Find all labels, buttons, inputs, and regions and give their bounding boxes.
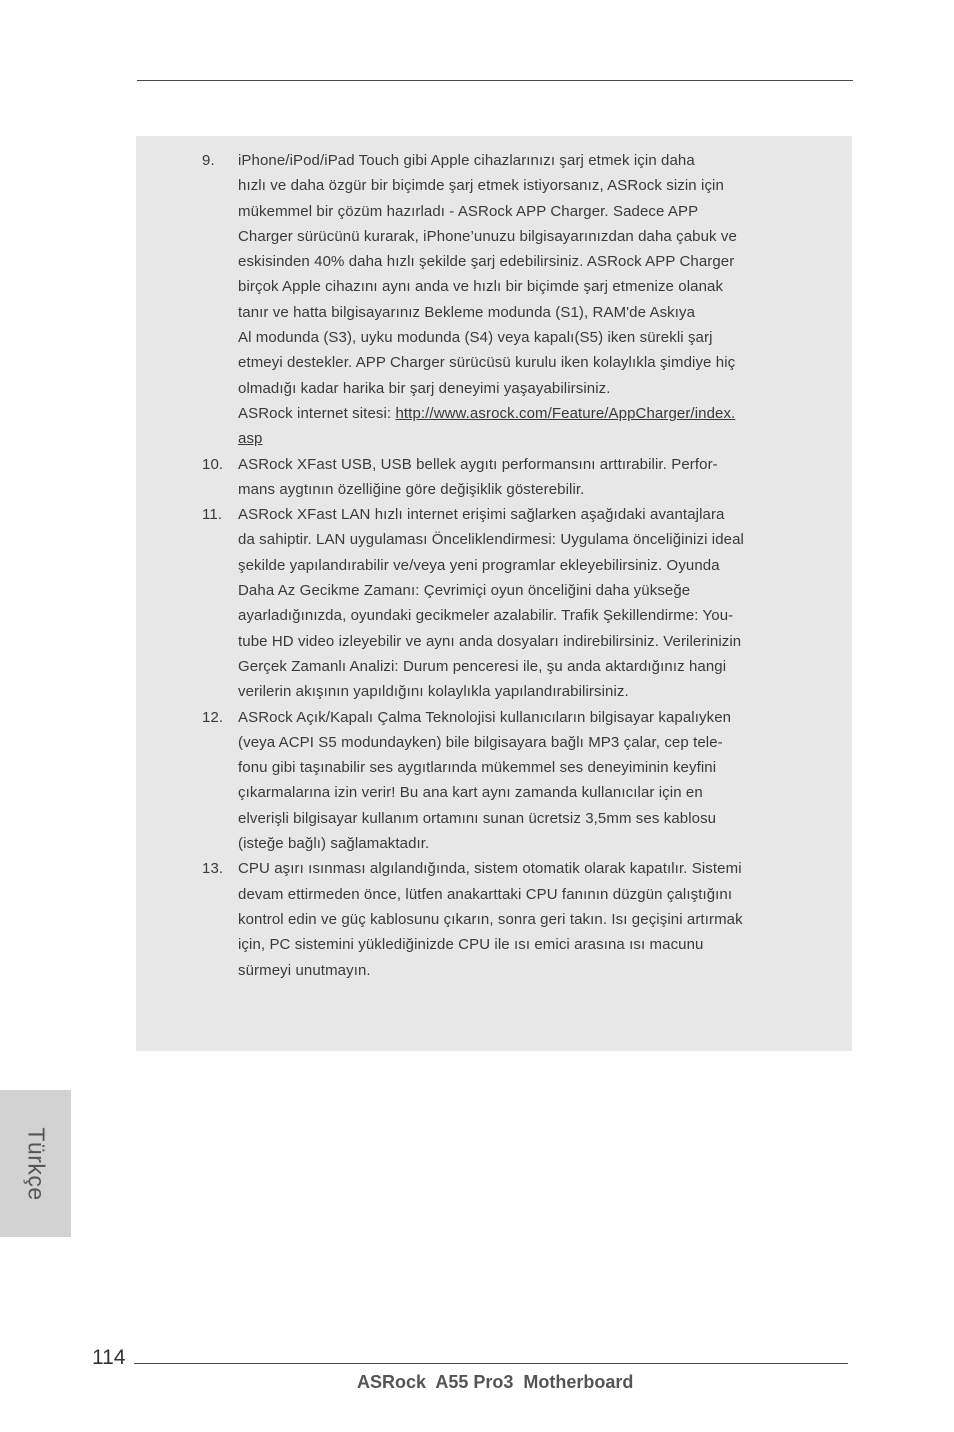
text-line: sürmeyi unutmayın. bbox=[238, 961, 371, 979]
text-line: (veya ACPI S5 modundayken) bile bilgisayara bağlı MP3 çalar, cep tele- bbox=[238, 733, 723, 751]
text-line: Charger sürücünü kurarak, iPhone’unuzu bilgisayarınızdan daha çabuk ve bbox=[238, 227, 737, 245]
text-line: Gerçek Zamanlı Analizi: Durum penceresi ile, şu anda aktardığınız hangi bbox=[238, 657, 727, 675]
text-line: tanır ve hatta bilgisayarınız Bekleme modunda (S1), RAM'de Askıya bbox=[238, 303, 696, 321]
text-line: CPU aşırı ısınması algılandığında, sistem otomatik olarak kapatılır. Sistemi bbox=[238, 860, 742, 878]
list-item-10 bbox=[202, 452, 802, 503]
text-line: ASRock Açık/Kapalı Çalma Teknolojisi kullanıcıların bilgisayar kapalıyken bbox=[238, 708, 732, 726]
item-text bbox=[238, 452, 802, 503]
item-number: 13. bbox=[202, 860, 224, 878]
text-line: için, PC sistemini yüklediğinizde CPU ile ısı emici arasına ısı macunu bbox=[238, 936, 704, 954]
text-line: elverişli bilgisayar kullanım ortamını sunan ücretsiz 3,5mm ses kablosu bbox=[238, 809, 717, 827]
content-panel bbox=[136, 136, 852, 1051]
text-line: çıkarmalarına izin verir! Bu ana kart aynı zamanda kullanıcılar için en bbox=[238, 784, 703, 802]
language-tab bbox=[0, 1090, 71, 1237]
text-line: kontrol edin ve güç kablosunu çıkarın, sonra geri takın. Isı geçişini artırmak bbox=[238, 910, 743, 928]
website-label: ASRock internet sitesi: bbox=[238, 404, 396, 422]
feature-list bbox=[202, 148, 802, 983]
item-number: 12. bbox=[202, 708, 224, 726]
text-line: iPhone/iPod/iPad Touch gibi Apple cihazlarınızı şarj etmek için daha bbox=[238, 152, 695, 169]
item-text bbox=[238, 705, 802, 857]
language-label: Türkçe bbox=[23, 1126, 49, 1201]
text-line: fonu gibi taşınabilir ses aygıtlarında mükemmel ses deneyiminin keyfini bbox=[238, 759, 717, 777]
text-line: ASRock XFast USB, USB bellek aygıtı performansını arttırabilir. Perfor- bbox=[238, 455, 718, 473]
text-line: verilerin akışının yapıldığını kolaylıkla yapılandırabilirsiniz. bbox=[238, 683, 629, 701]
item-number: 11. bbox=[202, 506, 223, 524]
text-line: birçok Apple cihazını aynı anda ve hızlı bir biçimde şarj etmenize olanak bbox=[238, 278, 724, 296]
item-number: 9. bbox=[202, 152, 215, 169]
text-line: eskisinden 40% daha hızlı şekilde şarj edebilirsiniz. ASRock APP Charger bbox=[238, 253, 735, 271]
text-line: Daha Az Gecikme Zamanı: Çevrimiçi oyun önceliğini daha yükseğe bbox=[238, 582, 691, 600]
list-item-9 bbox=[202, 148, 802, 452]
website-line bbox=[238, 401, 802, 426]
text-line: mans aygtının özelliğine göre değişiklik gösterebilir. bbox=[238, 480, 585, 498]
item-number: 10. bbox=[202, 455, 224, 473]
text-line: ayarladığınızda, oyundaki gecikmeler azalabilir. Trafik Şekillendirme: You- bbox=[238, 607, 734, 625]
text-line: devam ettirmeden önce, lütfen anakarttaki CPU fanının düzgün çalıştığını bbox=[238, 885, 733, 903]
text-line: ASRock XFast LAN hızlı internet erişimi sağlarken aşağıdaki avantajlara bbox=[238, 506, 725, 524]
header-rule bbox=[137, 80, 853, 81]
text-line: (isteğe bağlı) sağlamaktadır. bbox=[238, 835, 430, 853]
list-item-13 bbox=[202, 856, 802, 982]
item-text bbox=[238, 856, 802, 982]
text-line: olmadığı kadar harika bir şarj deneyimi yaşayabilirsiniz. bbox=[238, 379, 611, 397]
item-text bbox=[238, 148, 802, 452]
website-link-continued[interactable]: asp bbox=[238, 430, 263, 448]
list-item-11 bbox=[202, 502, 802, 704]
footer-rule bbox=[134, 1363, 848, 1364]
page-number: 114 bbox=[92, 1346, 126, 1369]
text-line: Al modunda (S3), uyku modunda (S4) veya kapalı(S5) iken sürekli şarj bbox=[238, 329, 713, 347]
text-line: şekilde yapılandırabilir ve/veya yeni programlar ekleyebilirsiniz. Oyunda bbox=[238, 556, 720, 574]
text-line: hızlı ve daha özgür bir biçimde şarj etmek istiyorsanız, ASRock sizin için bbox=[238, 177, 724, 195]
footer-title: ASRock A55 Pro3 Motherboard bbox=[357, 1372, 634, 1392]
list-item-12 bbox=[202, 705, 802, 857]
item-text bbox=[238, 502, 802, 704]
website-link[interactable]: http://www.asrock.com/Feature/AppCharger/index. bbox=[395, 404, 736, 422]
text-line: da sahiptir. LAN uygulaması Önceliklendirmesi: Uygulama önceliğinizi ideal bbox=[238, 531, 744, 549]
text-line: tube HD video izleyebilir ve aynı anda dosyaları indirebilirsiniz. Verilerinizin bbox=[238, 632, 742, 650]
text-line: mükemmel bir çözüm hazırladı - ASRock APP Charger. Sadece APP bbox=[238, 202, 699, 220]
text-line: etmeyi destekler. APP Charger sürücüsü kurulu iken kolaylıkla şimdiye hiç bbox=[238, 354, 736, 372]
